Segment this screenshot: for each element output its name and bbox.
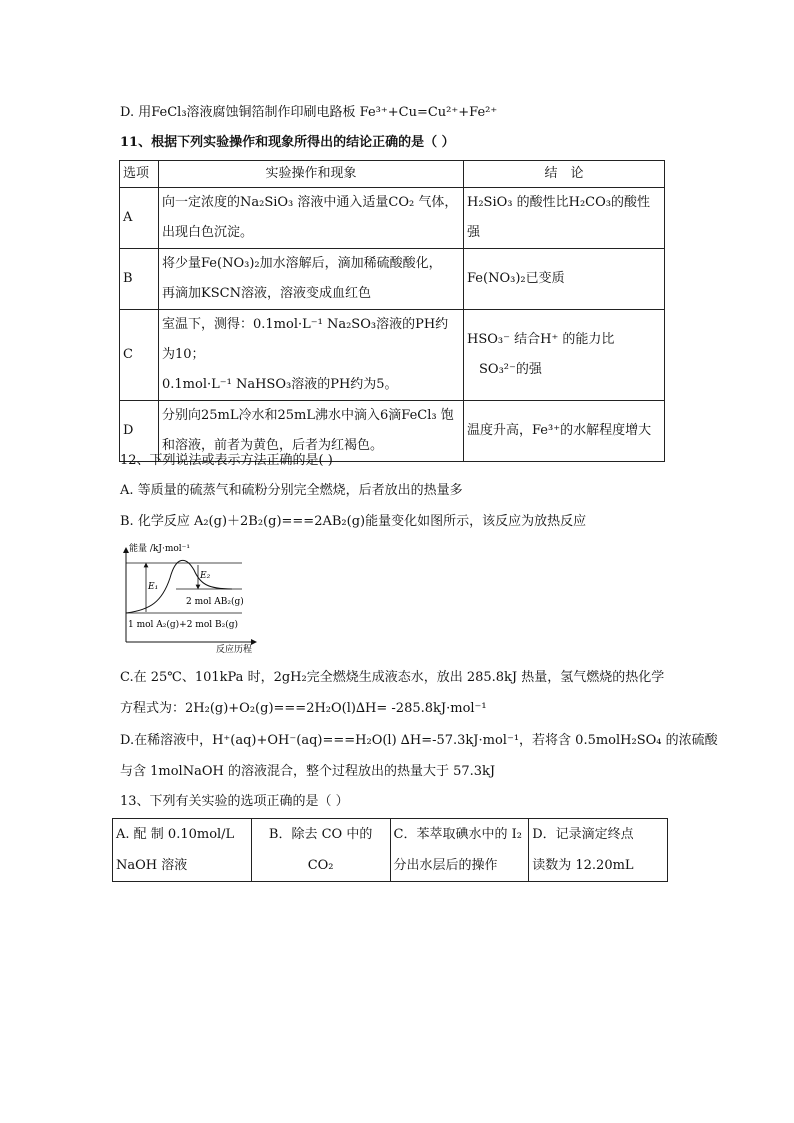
header-conclusion: 结 论 — [464, 161, 665, 188]
energy-diagram — [120, 542, 260, 654]
row-option: D — [120, 401, 159, 462]
conclusion-line: SO₃²⁻的强 — [479, 362, 542, 377]
reactant-label: 1 mol A₂(g)+2 mol B₂(g) — [128, 620, 238, 630]
table-row — [120, 310, 665, 401]
question-12-option-b: B. 化学反应 A₂(g)＋2B₂(g)===2AB₂(g)能量变化如图所示，该反应为放热反应 — [120, 514, 587, 529]
operation-line: 将少量Fe(NO₃)₂加水溶解后，滴加稀硫酸酸化， — [162, 256, 442, 271]
cell-line: NaOH 溶液 — [116, 858, 188, 873]
header-option: 选项 — [120, 161, 159, 188]
question-11: 11、根据下列实验操作和现象所得出的结论正确的是（ ） — [120, 135, 455, 150]
conclusion-line: HSO₃⁻ 结合H⁺ 的能力比 — [467, 332, 615, 347]
operation-line: 室温下，测得：0.1mol·L⁻¹ Na₂SO₃溶液的PH约为10； — [162, 317, 449, 362]
option-cell-b: B．除去 CO 中的 CO₂ — [251, 819, 390, 882]
operation-line: 出现白色沉淀。 — [162, 225, 254, 240]
row-conclusion: 温度升高，Fe³⁺的水解程度增大 — [464, 401, 665, 462]
question-12-option-c-line1: C.在 25℃、101kPa 时，2gH₂完全燃烧生成液态水，放出 285.8kJ 热量，氢气燃烧的热化学 — [120, 670, 665, 685]
operation-line: 再滴加KSCN溶液，溶液变成血红色 — [162, 286, 371, 301]
table-row — [113, 819, 668, 882]
conclusion-line: H₂SiO₃ 的酸性比H₂CO₃的酸性 — [467, 195, 650, 210]
experiment-options-table — [112, 818, 668, 882]
question-12-option-d-line1: D.在稀溶液中，H⁺(aq)+OH⁻(aq)===H₂O(l) ∆H=-57.3kJ·mol⁻¹，若将含 0.5molH₂SO₄ 的浓硫酸 — [120, 733, 718, 748]
operation-line: 向一定浓度的Na₂SiO₃ 溶液中通入适量CO₂ 气体， — [162, 195, 458, 210]
question-12-option-d-line2: 与含 1molNaOH 的溶液混合，整个过程放出的热量大于 57.3kJ — [120, 764, 496, 779]
question-12-option-c-line2: 方程式为：2H₂(g)+O₂(g)===2H₂O(l)∆H= -285.8kJ·mol⁻¹ — [120, 701, 487, 716]
e1-label: E₁ — [148, 582, 159, 592]
question-13: 13、下列有关实验的选项正确的是（ ） — [120, 794, 349, 809]
cell-line: D．记录滴定终点 — [532, 827, 634, 842]
cell-line: C．苯萃取碘水中的 I₂ — [393, 827, 522, 842]
row-conclusion: Fe(NO₃)₂已变质 — [464, 249, 665, 310]
conclusion-line: 强 — [467, 225, 481, 240]
operation-line: 0.1mol·L⁻¹ NaHSO₃溶液的PH约为5。 — [162, 377, 398, 392]
experiment-table — [119, 160, 665, 462]
operation-line: 和溶液，前者为黄色，后者为红褐色。 — [162, 438, 384, 453]
question-12: 12、下列说法或表示方法正确的是( ) — [120, 453, 333, 468]
x-axis-label: 反应历程 — [216, 645, 253, 654]
row-option: C — [120, 310, 159, 401]
option-cell-a — [113, 819, 252, 882]
cell-line: 读数为 12.20mL — [532, 858, 634, 873]
row-conclusion — [464, 188, 665, 249]
option-cell-c — [390, 819, 529, 882]
cell-line: 分出水层后的操作 — [393, 858, 498, 873]
table-row — [120, 188, 665, 249]
option-d-previous: D. 用FeCl₃溶液腐蚀铜箔制作印刷电路板 Fe³⁺+Cu=Cu²⁺+Fe²⁺ — [120, 105, 498, 120]
question-12-option-a: A. 等质量的硫蒸气和硫粉分别完全燃烧，后者放出的热量多 — [120, 483, 463, 498]
table-row — [120, 249, 665, 310]
row-option: B — [120, 249, 159, 310]
row-option: A — [120, 188, 159, 249]
header-operation: 实验操作和现象 — [159, 161, 464, 188]
operation-line: 分别向25mL冷水和25mL沸水中滴入6滴FeCl₃ 饱 — [162, 408, 454, 423]
row-operation — [159, 188, 464, 249]
product-label: 2 mol AB₂(g) — [186, 597, 244, 607]
row-conclusion — [464, 310, 665, 401]
table-header-row — [120, 161, 665, 188]
e2-label: E₂ — [200, 571, 211, 581]
row-operation — [159, 249, 464, 310]
row-operation — [159, 310, 464, 401]
cell-line: A. 配 制 0.10mol/L — [116, 827, 235, 842]
option-cell-d — [529, 819, 668, 882]
y-axis-label: 能量 /kJ·mol⁻¹ — [129, 544, 191, 554]
